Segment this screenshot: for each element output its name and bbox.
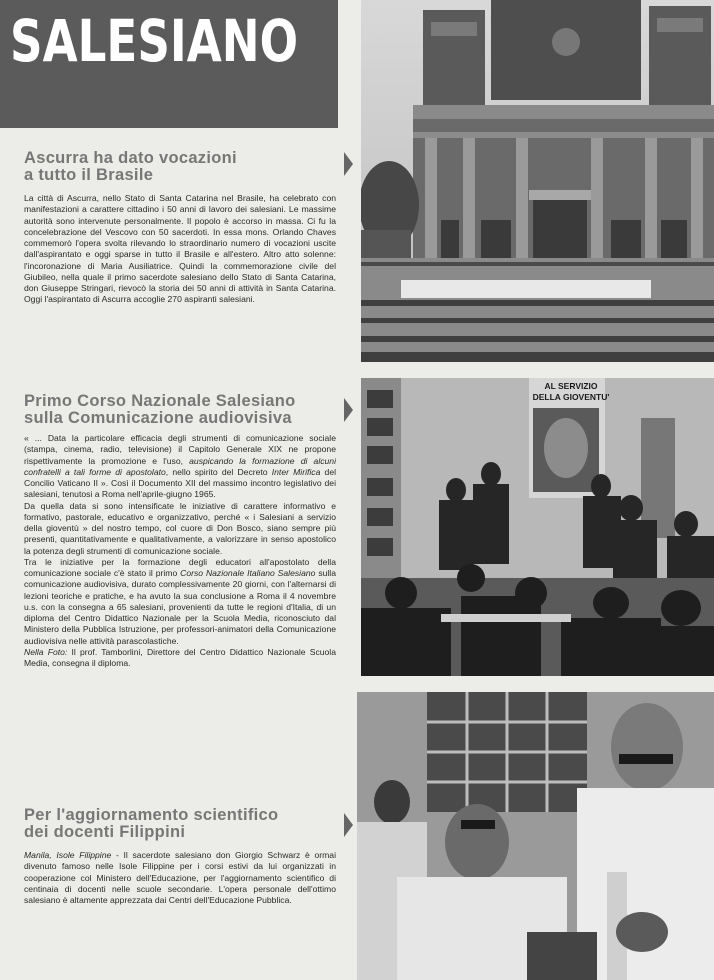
article-1-heading-line-1: Ascurra ha dato vocazioni [24,150,237,167]
article-2-arrow-icon [344,398,353,422]
article-2-heading-line-1: Primo Corso Nazionale Salesiano [24,393,296,410]
photo-diploma-ceremony [361,378,714,676]
article-2-paragraph-3: Tra le iniziative per la formazione degli educatori all'apostolato della comunicazione sociale c'è stato il primo Corso Nazionale Italiano Salesiano sulla comunicazione audiovisiva, durato complessivamente 20 giorni, con l'alternarsi di lezioni teoriche e pratiche, e ha avuto la sua conclusione a Roma il 4 novembre u.s. con la consegna a 65 salesiani, provenienti da tutte le regioni d'Italia, di un diploma del Centro Didattico Nazionale per la Scuola Media, riconosciuto dal Ministero della Pubblica Istruzione, per professori-animatori della Comunicazione audiovisiva nelle attività parascolastiche. [24,556,336,646]
masthead [0,0,338,128]
svg-text:DELLA GIOVENTU': DELLA GIOVENTU' [532,392,610,402]
photo-basilica-crowd [361,0,714,362]
photo-science-lab [357,692,714,980]
article-3-arrow-icon [344,813,353,837]
article-2-caption: Nella Foto: Il prof. Tamborlini, Direttore del Centro Didattico Nazionale Scuola Media, consegna il diploma. [24,646,336,668]
svg-text:AL SERVIZIO: AL SERVIZIO [544,381,598,391]
masthead-title: SALESIANO [10,7,299,75]
article-3-paragraph: Manila, Isole Filippine - Il sacerdote salesiano don Giorgio Schwarz è ormai divenuto famoso nelle Isole Filippine per i corsi estivi da lui organizzati in cooperazione col Ministero dell'Educazione, per l'aggiornamento scientifico di centinaia di docenti nelle scuole secondarie. L'opera personale dell'ottimo salesiano è altamente apprezzata dai Centri dell'Educazione Pubblica. [24,850,336,905]
article-1-body [24,193,336,343]
article-2-paragraph-2: Da quella data si sono intensificate le iniziative di carattere informativo e formativo, pastorale, educativo e organizzativo, perché « i Salesiani a servizio della gioventù » del nostro tempo, col cuore di Don Bosco, siano sempre più presenti, quantitativamente e qualitativamente, a valorizzare in senso apostolico la potenza degli strumenti di comunicazione sociale. [24,500,336,556]
article-3-heading-line-1: Per l'aggiornamento scientifico [24,807,279,824]
article-2-heading [24,393,336,427]
article-1-paragraph: La città di Ascurra, nello Stato di Santa Catarina nel Brasile, ha celebrato con manifestazioni a carattere cittadino i 50 anni di lavoro dei salesiani. Le massime autorità sono intervenute personalmente. Il popolo è accorso in massa. Ci fu la concelebrazione del Vescovo con 50 sacerdoti. In essa mons. Orlando Chaves commemorò l'opera svolta rilevando lo straordinario numero di vocazioni uscite dall'aspirantato e oggi sparse in tutto il Brasile e all'estero. Altro atto solenne: l'incoronazione di Maria Ausiliatrice. Quindi la commemorazione civile del Giubileo, nella quale il primo sacerdote salesiano dello Stato di Santa Catarina, don Giuseppe Stringari, rievocò la storia dei 50 anni di attività in Santa Catarina. Oggi l'aspirantato di Ascurra accoglie 270 aspiranti salesiani. [24,193,336,305]
article-1-heading-line-2: a tutto il Brasile [24,166,154,184]
article-2-body [24,433,336,755]
article-1-heading [24,150,336,184]
article-3-heading [24,807,336,841]
article-2-heading-line-2: sulla Comunicazione audiovisiva [24,409,292,427]
article-2-paragraph-1: « ... Data la particolare efficacia degli strumenti di comunicazione sociale (stampa, cinema, radio, televisione) il Capitolo Generale XIX ne propone rispettivamente la promozione e l'uso, auspicando la formazione di alcuni confratelli a tali forme di apostolato, nello spirito del Decreto Inter Mirifica del Concilio Vaticano II ». Così il Documento XII del massimo incontro legislativo dei salesiani, tenutosi a Roma nell'aprile-giugno 1965. [24,433,336,500]
article-3-body [24,850,336,938]
article-1-arrow-icon [344,152,353,176]
article-3-heading-line-2: dei docenti Filippini [24,823,186,841]
